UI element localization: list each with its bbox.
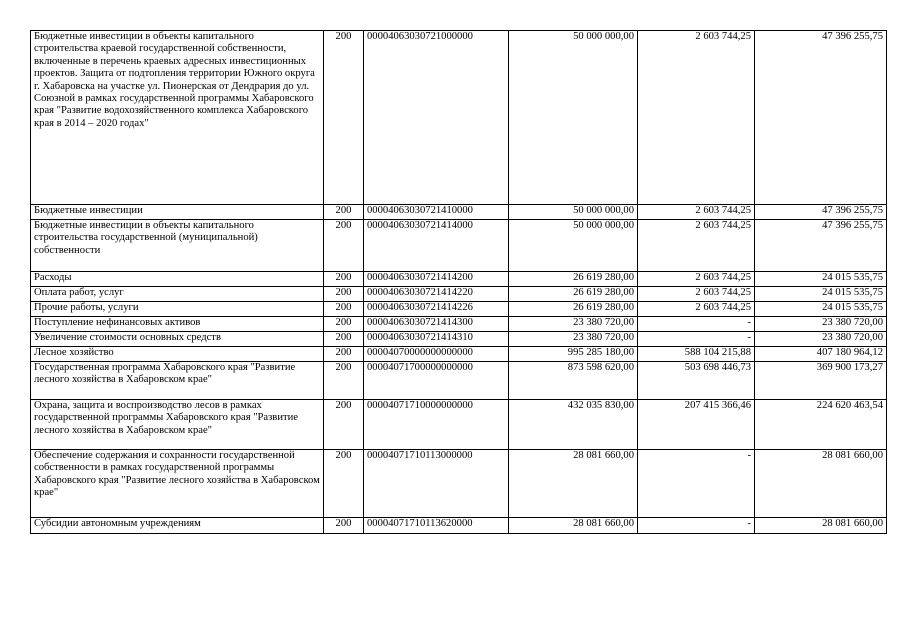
row-admin-code-cell: 200 — [324, 450, 364, 518]
row-name-cell: Государственная программа Хабаровского края "Развитие лесного хозяйства в Хабаровском крае" — [31, 362, 324, 400]
row-executed-amount-cell: 2 603 744,25 — [638, 220, 755, 272]
row-classification-code-cell: 00004063030721000000 — [364, 31, 509, 205]
row-executed-amount-cell: - — [638, 518, 755, 534]
row-name-cell: Бюджетные инвестиции в объекты капитального строительства краевой государственной собственности, включенные в перечень краевых адресных инвестиционных проектов. Защита от подтопления территории Южного округа г. Хабаровска на участке ул. Пионерская от Дендрария до ул. Союзной в рамках государственной программы Хабаровского края "Развитие водохозяйственного комплекса Хабаровского края в 2014 – 2020 годах" — [31, 31, 324, 205]
row-executed-amount-cell: 588 104 215,88 — [638, 347, 755, 362]
row-executed-amount-cell: 2 603 744,25 — [638, 287, 755, 302]
row-admin-code-cell: 200 — [324, 518, 364, 534]
row-classification-code-cell: 00004063030721414200 — [364, 272, 509, 287]
row-unexecuted-amount-cell: 24 015 535,75 — [755, 272, 887, 287]
row-classification-code-cell: 00004071710000000000 — [364, 400, 509, 450]
row-classification-code-cell: 00004063030721414310 — [364, 332, 509, 347]
row-name-cell: Бюджетные инвестиции в объекты капитального строительства государственной (муниципальной) собственности — [31, 220, 324, 272]
row-approved-amount-cell: 432 035 830,00 — [509, 400, 638, 450]
row-unexecuted-amount-cell: 47 396 255,75 — [755, 31, 887, 205]
table-row — [31, 450, 887, 518]
row-classification-code-cell: 00004063030721414000 — [364, 220, 509, 272]
row-approved-amount-cell: 23 380 720,00 — [509, 332, 638, 347]
table-row — [31, 317, 887, 332]
row-executed-amount-cell: - — [638, 332, 755, 347]
row-name-cell: Оплата работ, услуг — [31, 287, 324, 302]
table-row — [31, 332, 887, 347]
row-executed-amount-cell: 2 603 744,25 — [638, 205, 755, 220]
row-unexecuted-amount-cell: 47 396 255,75 — [755, 220, 887, 272]
row-approved-amount-cell: 26 619 280,00 — [509, 287, 638, 302]
row-approved-amount-cell: 995 285 180,00 — [509, 347, 638, 362]
row-executed-amount-cell: - — [638, 450, 755, 518]
row-admin-code-cell: 200 — [324, 31, 364, 205]
row-classification-code-cell: 00004071710113620000 — [364, 518, 509, 534]
table-row — [31, 302, 887, 317]
row-admin-code-cell: 200 — [324, 362, 364, 400]
row-unexecuted-amount-cell: 24 015 535,75 — [755, 302, 887, 317]
row-name-cell: Охрана, защита и воспроизводство лесов в рамках государственной программы Хабаровского края "Развитие лесного хозяйства в Хабаровском крае" — [31, 400, 324, 450]
row-admin-code-cell: 200 — [324, 272, 364, 287]
row-admin-code-cell: 200 — [324, 302, 364, 317]
table-row — [31, 31, 887, 205]
row-classification-code-cell: 00004070000000000000 — [364, 347, 509, 362]
row-classification-code-cell: 00004063030721410000 — [364, 205, 509, 220]
row-approved-amount-cell: 26 619 280,00 — [509, 272, 638, 287]
row-unexecuted-amount-cell: 28 081 660,00 — [755, 518, 887, 534]
row-admin-code-cell: 200 — [324, 317, 364, 332]
row-classification-code-cell: 00004063030721414220 — [364, 287, 509, 302]
row-admin-code-cell: 200 — [324, 287, 364, 302]
row-unexecuted-amount-cell: 23 380 720,00 — [755, 317, 887, 332]
table-row — [31, 220, 887, 272]
row-classification-code-cell: 00004071700000000000 — [364, 362, 509, 400]
row-admin-code-cell: 200 — [324, 220, 364, 272]
row-admin-code-cell: 200 — [324, 205, 364, 220]
budget-report-page — [30, 30, 887, 534]
row-admin-code-cell: 200 — [324, 332, 364, 347]
table-row — [31, 518, 887, 534]
table-row — [31, 205, 887, 220]
budget-execution-table — [30, 30, 887, 534]
table-row — [31, 287, 887, 302]
table-row — [31, 362, 887, 400]
table-row — [31, 347, 887, 362]
row-name-cell: Бюджетные инвестиции — [31, 205, 324, 220]
row-unexecuted-amount-cell: 23 380 720,00 — [755, 332, 887, 347]
row-name-cell: Субсидии автономным учреждениям — [31, 518, 324, 534]
row-approved-amount-cell: 26 619 280,00 — [509, 302, 638, 317]
table-row — [31, 400, 887, 450]
row-name-cell: Обеспечение содержания и сохранности государственной собственности в рамках государственной программы Хабаровского края "Развитие лесного хозяйства в Хабаровском крае" — [31, 450, 324, 518]
row-classification-code-cell: 00004063030721414226 — [364, 302, 509, 317]
row-executed-amount-cell: - — [638, 317, 755, 332]
row-approved-amount-cell: 50 000 000,00 — [509, 220, 638, 272]
row-name-cell: Поступление нефинансовых активов — [31, 317, 324, 332]
row-unexecuted-amount-cell: 28 081 660,00 — [755, 450, 887, 518]
row-unexecuted-amount-cell: 47 396 255,75 — [755, 205, 887, 220]
row-name-cell: Расходы — [31, 272, 324, 287]
row-approved-amount-cell: 50 000 000,00 — [509, 205, 638, 220]
row-unexecuted-amount-cell: 224 620 463,54 — [755, 400, 887, 450]
row-classification-code-cell: 00004071710113000000 — [364, 450, 509, 518]
row-name-cell: Лесное хозяйство — [31, 347, 324, 362]
row-approved-amount-cell: 873 598 620,00 — [509, 362, 638, 400]
row-approved-amount-cell: 28 081 660,00 — [509, 518, 638, 534]
row-executed-amount-cell: 2 603 744,25 — [638, 31, 755, 205]
row-executed-amount-cell: 207 415 366,46 — [638, 400, 755, 450]
row-executed-amount-cell: 2 603 744,25 — [638, 302, 755, 317]
row-name-cell: Увеличение стоимости основных средств — [31, 332, 324, 347]
row-admin-code-cell: 200 — [324, 400, 364, 450]
row-admin-code-cell: 200 — [324, 347, 364, 362]
row-executed-amount-cell: 2 603 744,25 — [638, 272, 755, 287]
row-executed-amount-cell: 503 698 446,73 — [638, 362, 755, 400]
row-approved-amount-cell: 50 000 000,00 — [509, 31, 638, 205]
row-classification-code-cell: 00004063030721414300 — [364, 317, 509, 332]
row-name-cell: Прочие работы, услуги — [31, 302, 324, 317]
row-approved-amount-cell: 23 380 720,00 — [509, 317, 638, 332]
row-approved-amount-cell: 28 081 660,00 — [509, 450, 638, 518]
row-unexecuted-amount-cell: 407 180 964,12 — [755, 347, 887, 362]
row-unexecuted-amount-cell: 24 015 535,75 — [755, 287, 887, 302]
row-unexecuted-amount-cell: 369 900 173,27 — [755, 362, 887, 400]
table-row — [31, 272, 887, 287]
